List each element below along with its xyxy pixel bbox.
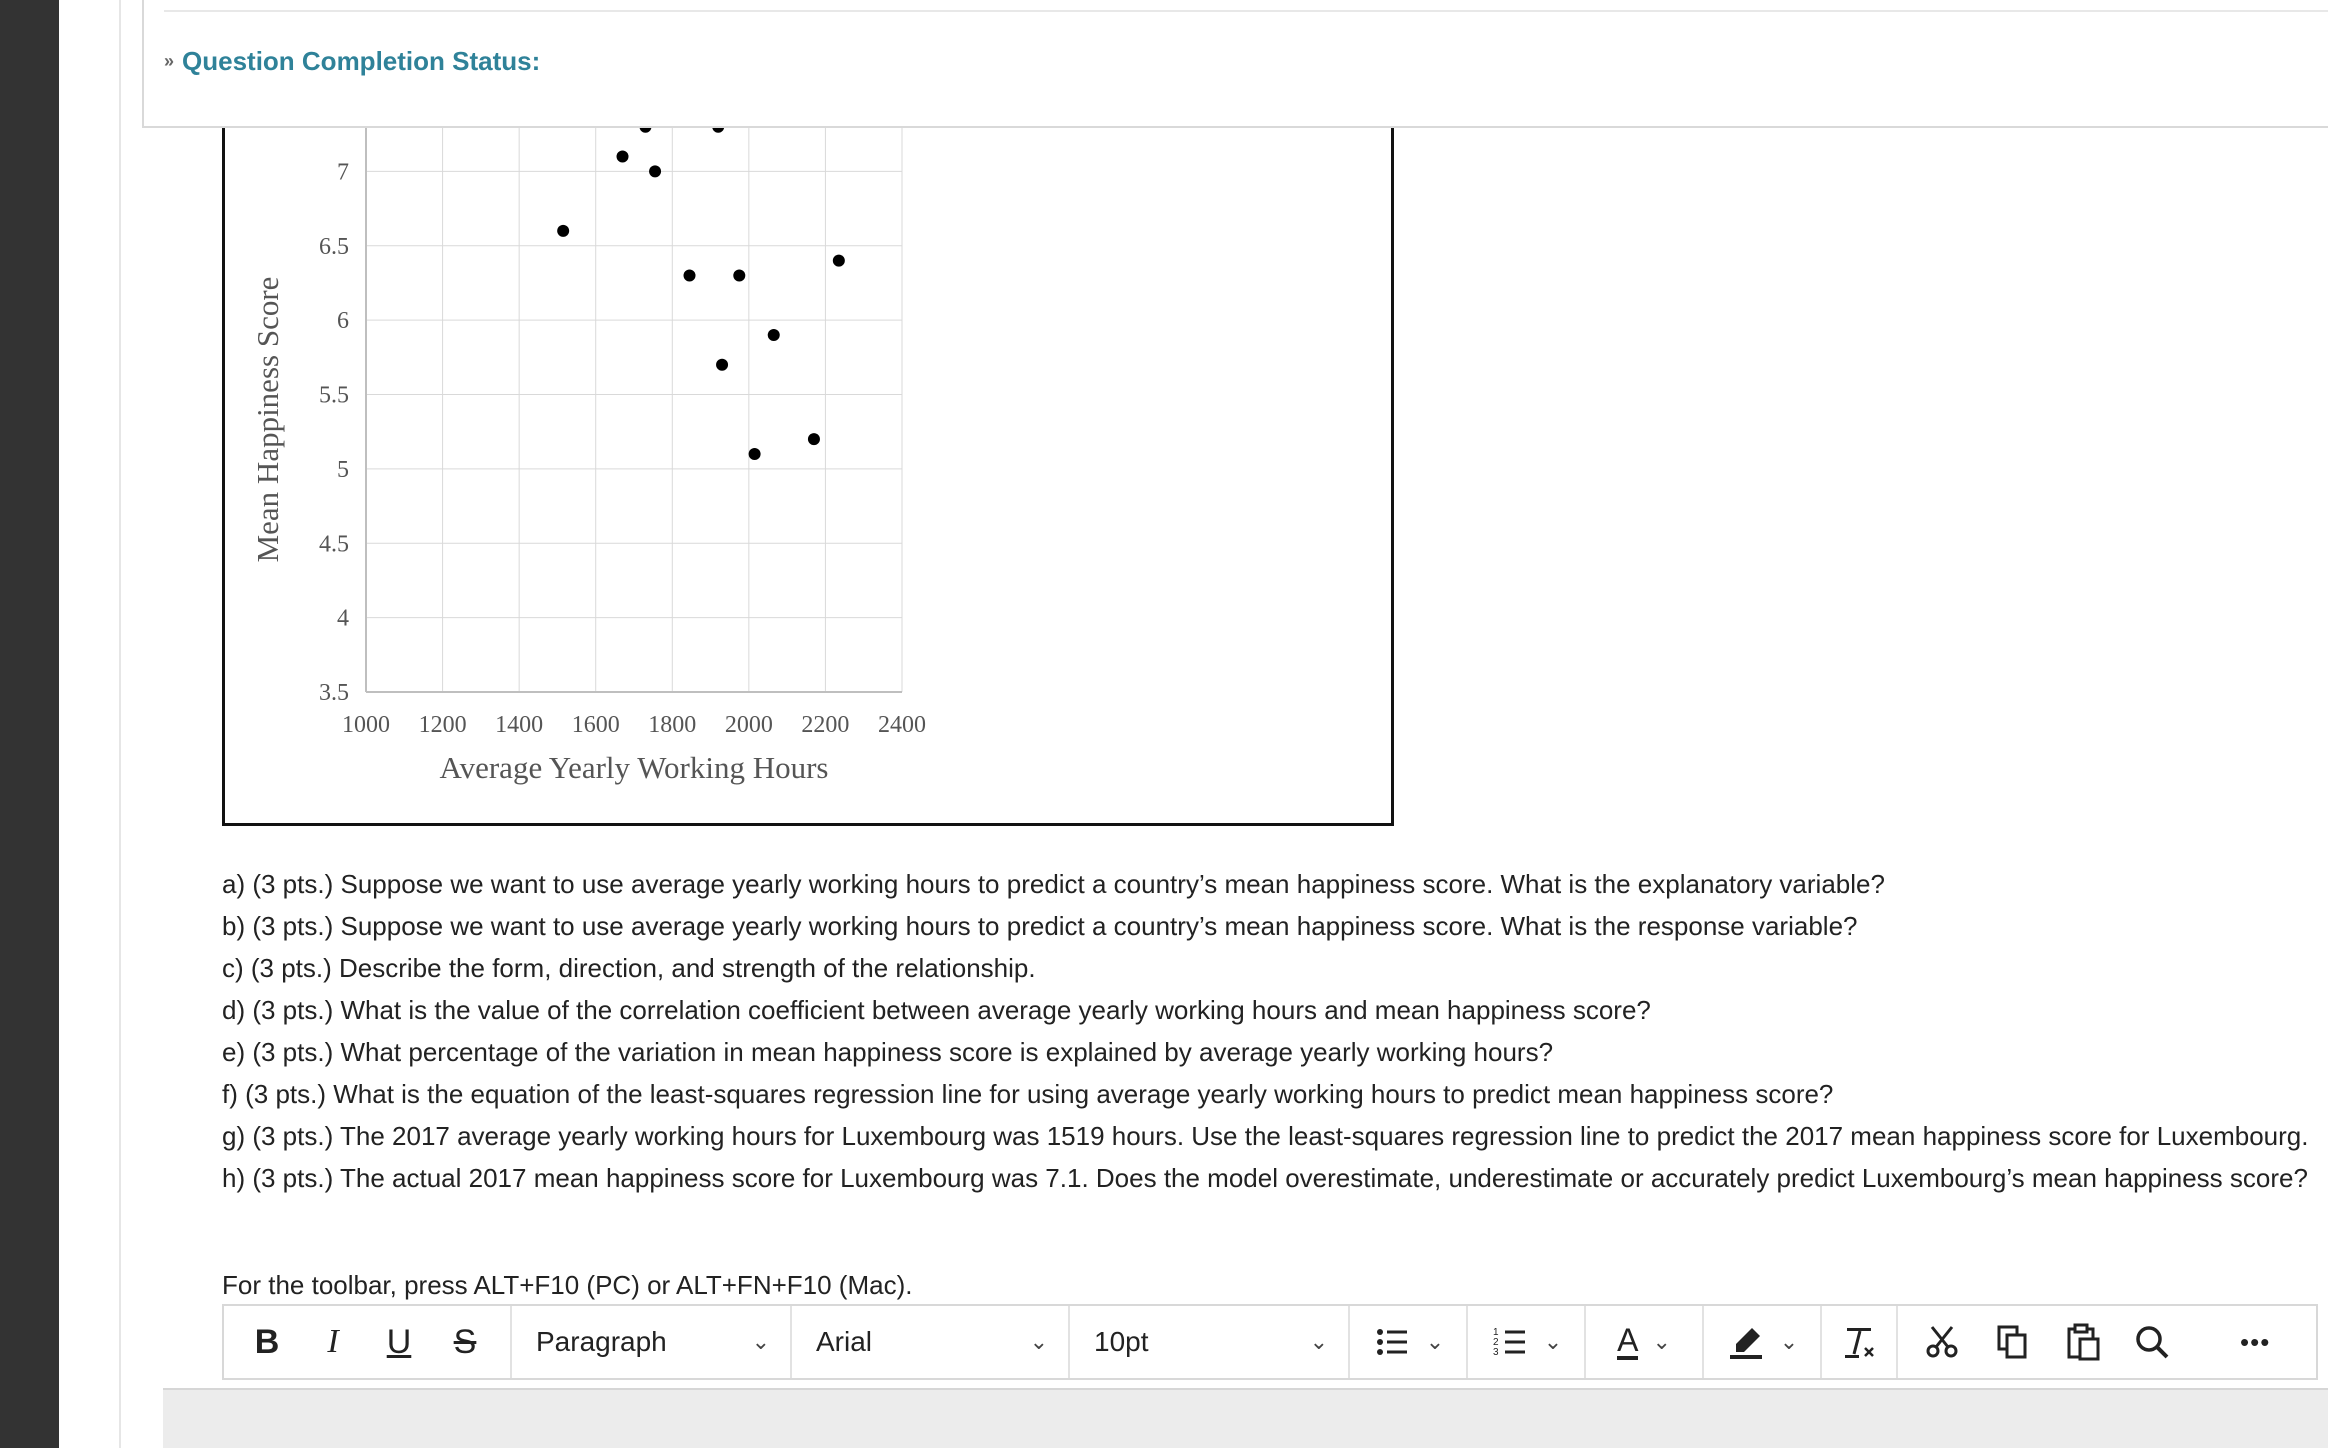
- data-point: [617, 151, 629, 163]
- x-tick-label: 2400: [878, 712, 926, 738]
- x-tick-label: 1200: [418, 712, 467, 738]
- svg-text:3: 3: [1492, 1347, 1499, 1358]
- copy-icon[interactable]: [1992, 1322, 2032, 1362]
- text-style-group: [224, 1306, 512, 1378]
- y-tick-label: 6: [337, 308, 349, 335]
- divider: [164, 10, 2328, 12]
- data-point: [808, 433, 820, 445]
- chevron-down-icon: ⌄: [1029, 1329, 1048, 1354]
- chevron-double-down-icon: »: [164, 51, 175, 71]
- question-a: a) (3 pts.) Suppose we want to use average yearly working hours to predict a country’s mean happiness score. What is the explanatory variable?: [222, 869, 1885, 899]
- question-g: g) (3 pts.) The 2017 average yearly working hours for Luxembourg was 1519 hours. Use the least-squares regression line to predict the 2017 mean happiness score for Luxembourg.: [222, 1121, 2309, 1151]
- paste-icon[interactable]: [2062, 1322, 2102, 1362]
- svg-text:1: 1: [1492, 1327, 1499, 1338]
- question-completion-status-panel: [142, 0, 2328, 128]
- chevron-down-icon: ⌄: [1543, 1329, 1563, 1354]
- question-completion-status-toggle[interactable]: [164, 46, 540, 77]
- text-color-button[interactable]: [1586, 1306, 1704, 1378]
- y-tick-label: 7: [337, 159, 349, 186]
- clipboard-group: [1898, 1306, 2270, 1378]
- text-color-icon: A: [1617, 1322, 1639, 1358]
- bullet-list-icon: [1372, 1322, 1412, 1362]
- x-tick-label: 1800: [648, 712, 697, 738]
- y-tick-label: 3.5: [319, 680, 349, 706]
- scatter-chart: [225, 60, 1397, 826]
- question-b: b) (3 pts.) Suppose we want to use average yearly working hours to predict a country’s mean happiness score. What is the response variable?: [222, 911, 1858, 941]
- x-tick-label: 1600: [571, 712, 620, 738]
- y-tick-label: 4.5: [319, 531, 349, 558]
- x-axis-label: Average Yearly Working Hours: [439, 750, 829, 785]
- chevron-down-icon: ⌄: [1425, 1329, 1445, 1354]
- toolbar-hint: For the toolbar, press ALT+F10 (PC) or ALT+FN+F10 (Mac).: [222, 1270, 913, 1300]
- y-tick-label: 4: [337, 605, 349, 632]
- data-point: [749, 448, 761, 460]
- chevron-down-icon: ⌄: [1779, 1329, 1799, 1354]
- status-title: Question Completion Status:: [182, 46, 541, 76]
- data-point: [649, 165, 661, 177]
- editor-toolbar: [222, 1304, 2318, 1380]
- y-tick-label: 5.5: [319, 382, 349, 409]
- bullet-list-button[interactable]: [1350, 1306, 1468, 1378]
- data-point: [716, 359, 728, 371]
- block-format-value: Paragraph: [536, 1326, 667, 1357]
- search-icon[interactable]: [2132, 1322, 2172, 1362]
- numbered-list-button[interactable]: [1468, 1306, 1586, 1378]
- data-point: [833, 255, 845, 267]
- x-tick-label: 1000: [342, 712, 390, 738]
- y-tick-label: 6.5: [319, 233, 349, 260]
- more-options-button[interactable]: •••: [2240, 1326, 2271, 1357]
- font-size-value: 10pt: [1094, 1326, 1149, 1357]
- data-point: [684, 270, 696, 282]
- data-point: [557, 225, 569, 237]
- x-tick-label: 2200: [801, 712, 850, 738]
- question-list: [222, 868, 2312, 1204]
- left-gutter: [59, 0, 121, 1448]
- left-dark-rail: [0, 0, 59, 1448]
- x-tick-label: 2000: [724, 712, 773, 738]
- underline-button[interactable]: U: [386, 1322, 412, 1361]
- strikethrough-button[interactable]: S: [453, 1322, 477, 1361]
- chevron-down-icon: ⌄: [1652, 1329, 1671, 1354]
- question-f: f) (3 pts.) What is the equation of the least-squares regression line for using average yearly working hours to predict mean happiness score?: [222, 1079, 1834, 1109]
- data-point: [768, 329, 780, 341]
- font-size-select[interactable]: [1070, 1306, 1350, 1378]
- numbered-list-icon: [1490, 1322, 1530, 1362]
- clear-formatting-icon: [1839, 1322, 1879, 1362]
- bold-button[interactable]: B: [254, 1322, 280, 1361]
- question-e: e) (3 pts.) What percentage of the variation in mean happiness score is explained by average yearly working hours?: [222, 1037, 1554, 1067]
- x-tick-label: 1400: [495, 712, 544, 738]
- chevron-down-icon: ⌄: [751, 1329, 770, 1354]
- y-tick-label: 5: [337, 456, 349, 483]
- chevron-down-icon: ⌄: [1309, 1329, 1328, 1354]
- clear-formatting-button[interactable]: [1822, 1306, 1898, 1378]
- question-h: h) (3 pts.) The actual 2017 mean happiness score for Luxembourg was 7.1. Does the model overestimate, underestimate or accurately predict Luxembourg’s mean happiness score?: [222, 1163, 2308, 1193]
- data-point: [733, 270, 745, 282]
- chart-frame: [222, 60, 1394, 826]
- highlight-color-button[interactable]: [1704, 1306, 1822, 1378]
- question-d: d) (3 pts.) What is the value of the correlation coefficient between average yearly working hours and mean happiness score?: [222, 995, 1651, 1025]
- y-axis-label: Mean Happiness Score: [250, 276, 285, 563]
- font-family-select[interactable]: [792, 1306, 1070, 1378]
- block-format-select[interactable]: [512, 1306, 792, 1378]
- highlighter-icon: [1726, 1322, 1766, 1362]
- font-family-value: Arial: [816, 1326, 873, 1357]
- svg-text:2: 2: [1492, 1337, 1499, 1348]
- italic-button[interactable]: I: [327, 1323, 339, 1360]
- editor-content-area[interactable]: [163, 1388, 2328, 1448]
- question-c: c) (3 pts.) Describe the form, direction, and strength of the relationship.: [222, 953, 1036, 983]
- cut-icon[interactable]: [1922, 1322, 1962, 1362]
